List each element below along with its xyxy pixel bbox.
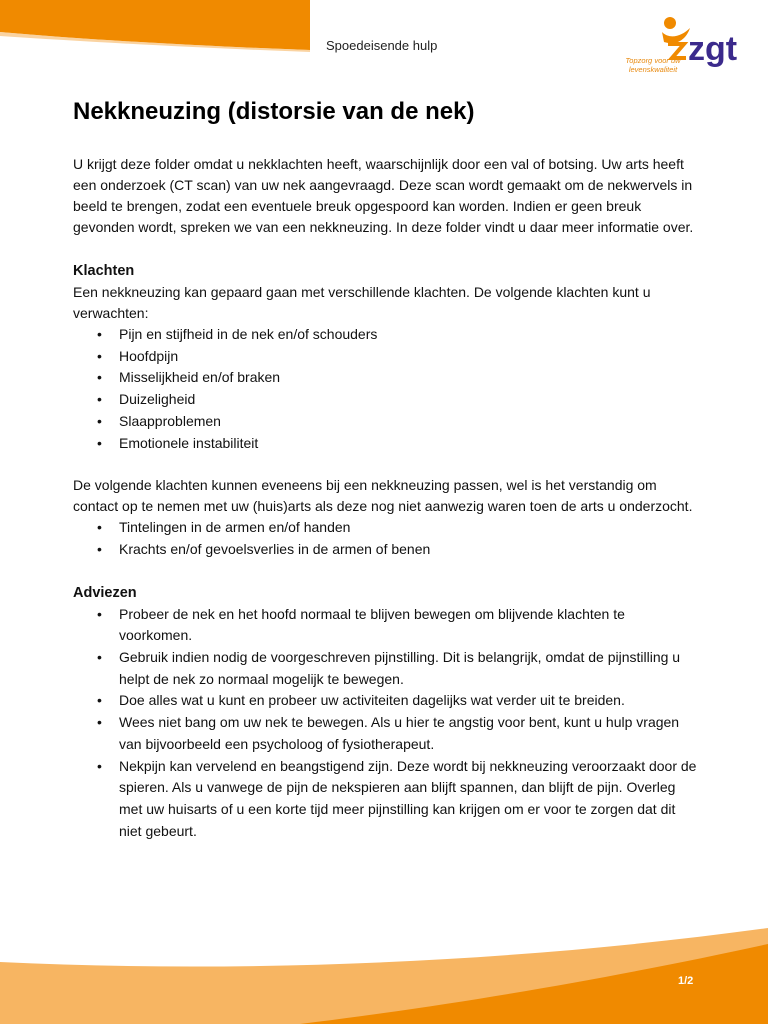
- list-item: • Tintelingen in de armen en/of handen: [119, 517, 698, 539]
- list-item: • Pijn en stijfheid in de nek en/of schouders: [119, 324, 698, 346]
- list-item: • Emotionele instabiliteit: [119, 433, 698, 455]
- klachten-list-2: [73, 517, 698, 560]
- list-item: • Slaapproblemen: [119, 411, 698, 433]
- klachten-lead: Een nekkneuzing kan gepaard gaan met verschillende klachten. De volgende klachten kunt u verwachten:: [73, 284, 651, 321]
- department-label: Spoedeisende hulp: [326, 38, 438, 53]
- klachten-lead-2: De volgende klachten kunnen eveneens bij een nekkneuzing passen, wel is het verstandig om contact op te nemen met uw (huis)arts als deze nog niet aanwezig waren toen de arts u onderzocht.: [73, 477, 693, 515]
- adviezen-heading: Adviezen: [73, 584, 137, 601]
- document-body: [73, 98, 698, 842]
- intro-paragraph: U krijgt deze folder omdat u nekklachten heeft, waarschijnlijk door een val of botsing. Uw arts heeft een onderzoek (CT scan) van uw nek aangevraagd. Deze scan wordt gemaakt om de nekwervels in beeld te brengen, zodat een eventuele breuk opgespoord kan worden. Indien er geen breuk gevonden wordt, spreken we van een nekkneuzing. In deze folder vindt u daar meer informatie over.: [73, 156, 694, 235]
- logo-text: zgt: [688, 30, 738, 68]
- list-item: • Krachts en/of gevoelsverlies in de armen of benen: [119, 539, 698, 561]
- list-item: • Hoofdpijn: [119, 346, 698, 368]
- logo-tagline: Topzorg voor uw levenskwaliteit: [625, 56, 681, 74]
- klachten-list: [73, 324, 698, 454]
- list-item: • Wees niet bang om uw nek te bewegen. Als u hier te angstig voor bent, kunt u hulp vragen van bijvoorbeeld een psycholoog of fysiotherapeut.: [119, 712, 698, 755]
- page-title: Nekkneuzing (distorsie van de nek): [73, 98, 475, 125]
- footer-orange-band: [0, 922, 768, 1024]
- list-item: • Gebruik indien nodig de voorgeschreven pijnstilling. Dit is belangrijk, omdat de pijnstilling u helpt de nek zo normaal mogelijk te bewegen.: [119, 647, 698, 690]
- list-item: • Duizeligheid: [119, 389, 698, 411]
- klachten-heading: Klachten: [73, 263, 135, 279]
- list-item: • Nekpijn kan vervelend en beangstigend zijn. Deze wordt bij nekkneuzing veroorzaakt door de spieren. Als u vanwege de pijn de nekspieren aan blijft spannen, dan blijft de pijn. Overleg met uw huisarts of u een korte tijd meer pijnstilling kan krijgen om er voor te zorgen dat dit niet gebeurt.: [119, 756, 698, 843]
- list-item: • Probeer de nek en het hoofd normaal te blijven bewegen om blijvende klachten te voorkomen.: [119, 604, 698, 647]
- list-item: • Misselijkheid en/of braken: [119, 367, 698, 389]
- list-item: • Doe alles wat u kunt en probeer uw activiteiten dagelijks wat verder uit te breiden.: [119, 690, 698, 712]
- adviezen-list: [73, 604, 698, 843]
- page-number: 1/2: [678, 975, 694, 987]
